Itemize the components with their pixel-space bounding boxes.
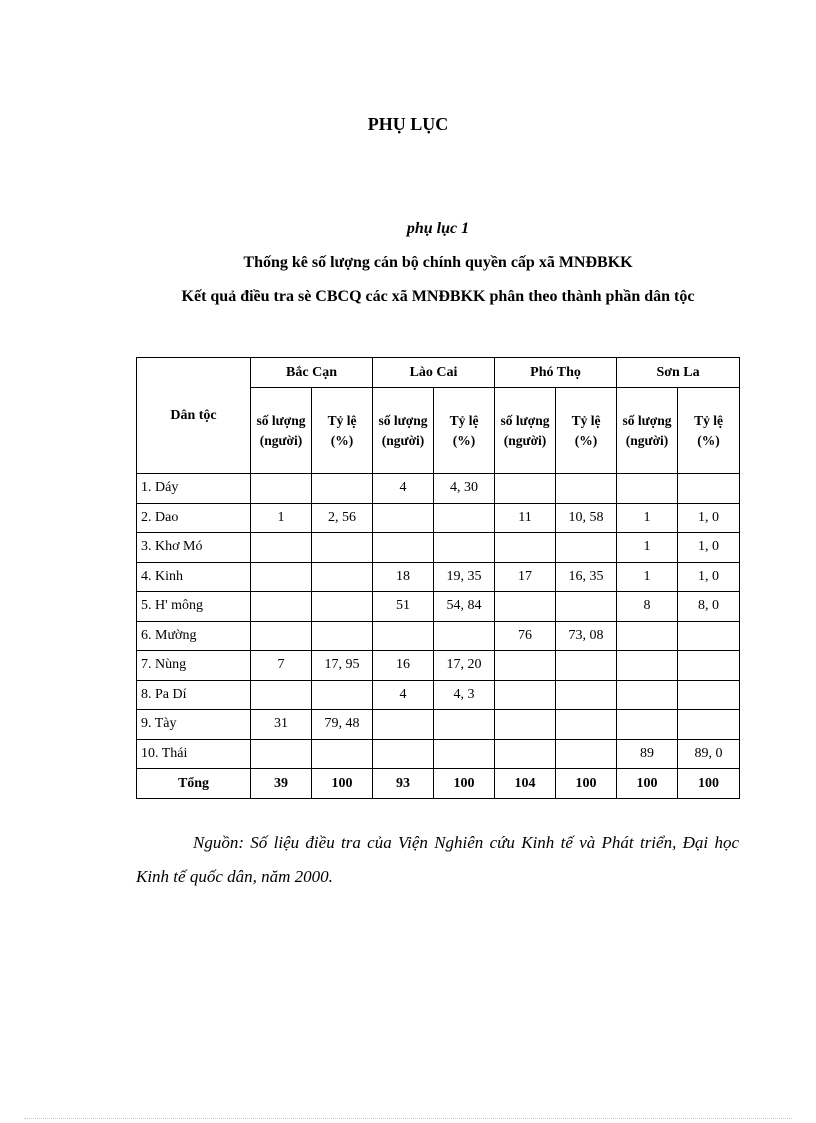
ethnic-group-name: 8. Pa Dí (137, 680, 251, 710)
rate-cell: 8, 0 (678, 592, 740, 622)
rate-header: Tỷ lệ (%) (312, 388, 373, 474)
rate-cell: 19, 35 (434, 562, 495, 592)
table-row (137, 474, 740, 504)
count-cell: 51 (373, 592, 434, 622)
rate-cell: 100 (312, 769, 373, 799)
count-cell (251, 592, 312, 622)
count-cell: 1 (617, 503, 678, 533)
ethnic-group-name: 9. Tày (137, 710, 251, 740)
count-cell: 4 (373, 680, 434, 710)
table-row (137, 562, 740, 592)
count-cell: 4 (373, 474, 434, 504)
rate-cell (678, 710, 740, 740)
count-cell (251, 621, 312, 651)
rate-cell: 17, 20 (434, 651, 495, 681)
rate-cell: 100 (678, 769, 740, 799)
count-cell: 1 (617, 562, 678, 592)
rate-cell: 17, 95 (312, 651, 373, 681)
rate-cell: 100 (556, 769, 617, 799)
rate-cell: 16, 35 (556, 562, 617, 592)
heading-2: Kết quả điều tra sè CBCQ các xã MNĐBKK phân theo thành phần dân tộc (181, 288, 695, 305)
table-caption (0, 212, 816, 314)
ethnic-group-name: 1. Dáy (137, 474, 251, 504)
count-cell (617, 651, 678, 681)
rate-cell (312, 739, 373, 769)
rate-cell: 10, 58 (556, 503, 617, 533)
page-footer-divider (24, 1118, 792, 1119)
page-title: PHỤ LỤC (367, 114, 449, 134)
table-row (137, 739, 740, 769)
rate-cell (434, 739, 495, 769)
ethnic-group-name: 2. Dao (137, 503, 251, 533)
count-cell: 1 (251, 503, 312, 533)
rate-cell: 79, 48 (312, 710, 373, 740)
table-row (137, 651, 740, 681)
count-cell (495, 710, 556, 740)
rate-cell (556, 533, 617, 563)
rate-cell (556, 474, 617, 504)
rate-cell (678, 621, 740, 651)
count-cell (373, 621, 434, 651)
count-cell (617, 710, 678, 740)
rate-cell: 54, 84 (434, 592, 495, 622)
rate-cell (434, 621, 495, 651)
table-row (137, 533, 740, 563)
rate-cell (678, 680, 740, 710)
rate-cell (312, 562, 373, 592)
count-cell: 17 (495, 562, 556, 592)
count-cell: 11 (495, 503, 556, 533)
count-cell: 1 (617, 533, 678, 563)
ethnic-group-name: 10. Thái (137, 739, 251, 769)
province-header: Lào Cai (373, 358, 495, 388)
count-cell: 31 (251, 710, 312, 740)
rate-cell (434, 710, 495, 740)
province-header: Sơn La (617, 358, 740, 388)
rate-cell: 1, 0 (678, 533, 740, 563)
table-row (137, 621, 740, 651)
count-cell: 18 (373, 562, 434, 592)
rate-header: Tỷ lệ (%) (556, 388, 617, 474)
ethnic-statistics-table (136, 357, 740, 799)
count-cell (495, 680, 556, 710)
rate-header: Tỷ lệ (%) (678, 388, 740, 474)
header-row-provinces (137, 358, 740, 388)
count-cell: 7 (251, 651, 312, 681)
rate-cell (556, 592, 617, 622)
count-cell (251, 739, 312, 769)
rate-cell (312, 592, 373, 622)
total-label: Tổng (137, 769, 251, 799)
province-header: Phó Thọ (495, 358, 617, 388)
rate-header: Tỷ lệ (%) (434, 388, 495, 474)
heading-1: Thống kê số lượng cán bộ chính quyền cấp xã MNĐBKK (243, 254, 633, 271)
rate-cell: 73, 08 (556, 621, 617, 651)
ethnic-group-name: 6. Mường (137, 621, 251, 651)
count-cell (373, 533, 434, 563)
count-cell: 100 (617, 769, 678, 799)
province-header: Bắc Cạn (251, 358, 373, 388)
count-cell: 76 (495, 621, 556, 651)
count-cell: 104 (495, 769, 556, 799)
count-header: số lượng (người) (251, 388, 312, 474)
count-cell (495, 739, 556, 769)
rate-cell (556, 680, 617, 710)
rate-cell (312, 474, 373, 504)
rate-cell (434, 503, 495, 533)
count-cell: 16 (373, 651, 434, 681)
ethnic-group-name: 5. H' mông (137, 592, 251, 622)
rate-cell: 4, 3 (434, 680, 495, 710)
count-cell (373, 710, 434, 740)
count-cell (617, 474, 678, 504)
count-cell (251, 562, 312, 592)
count-cell (617, 621, 678, 651)
table-row (137, 710, 740, 740)
appendix-label: phụ lục 1 (406, 220, 470, 237)
rate-cell (434, 533, 495, 563)
count-cell (495, 592, 556, 622)
table-row (137, 680, 740, 710)
rate-cell: 2, 56 (312, 503, 373, 533)
total-row (137, 769, 740, 799)
count-cell: 93 (373, 769, 434, 799)
rate-cell: 1, 0 (678, 503, 740, 533)
ethnic-group-name: 7. Nùng (137, 651, 251, 681)
rate-cell: 89, 0 (678, 739, 740, 769)
count-cell (373, 739, 434, 769)
count-cell: 8 (617, 592, 678, 622)
count-cell (617, 680, 678, 710)
rate-cell: 100 (434, 769, 495, 799)
ethnic-group-name: 3. Khơ Mó (137, 533, 251, 563)
rate-cell (678, 651, 740, 681)
count-cell (495, 474, 556, 504)
rate-cell (678, 474, 740, 504)
count-cell (251, 680, 312, 710)
count-header: số lượng (người) (617, 388, 678, 474)
rate-cell (556, 710, 617, 740)
rate-cell (556, 739, 617, 769)
count-header: số lượng (người) (373, 388, 434, 474)
rate-cell (312, 621, 373, 651)
source-note: Nguồn: Số liệu điều tra của Viện Nghiên cứu Kinh tế và Phát triển, Đại học Kinh tế quốc dân, năm 2000. (136, 833, 739, 886)
table-row (137, 503, 740, 533)
count-cell: 39 (251, 769, 312, 799)
rate-cell: 1, 0 (678, 562, 740, 592)
rate-cell (312, 533, 373, 563)
count-header: số lượng (người) (495, 388, 556, 474)
rate-cell (556, 651, 617, 681)
count-cell: 89 (617, 739, 678, 769)
rate-cell (312, 680, 373, 710)
ethnic-group-name: 4. Kinh (137, 562, 251, 592)
count-cell (495, 533, 556, 563)
count-cell (373, 503, 434, 533)
row-header: Dân tộc (137, 358, 251, 474)
rate-cell: 4, 30 (434, 474, 495, 504)
count-cell (495, 651, 556, 681)
count-cell (251, 474, 312, 504)
table-row (137, 592, 740, 622)
count-cell (251, 533, 312, 563)
